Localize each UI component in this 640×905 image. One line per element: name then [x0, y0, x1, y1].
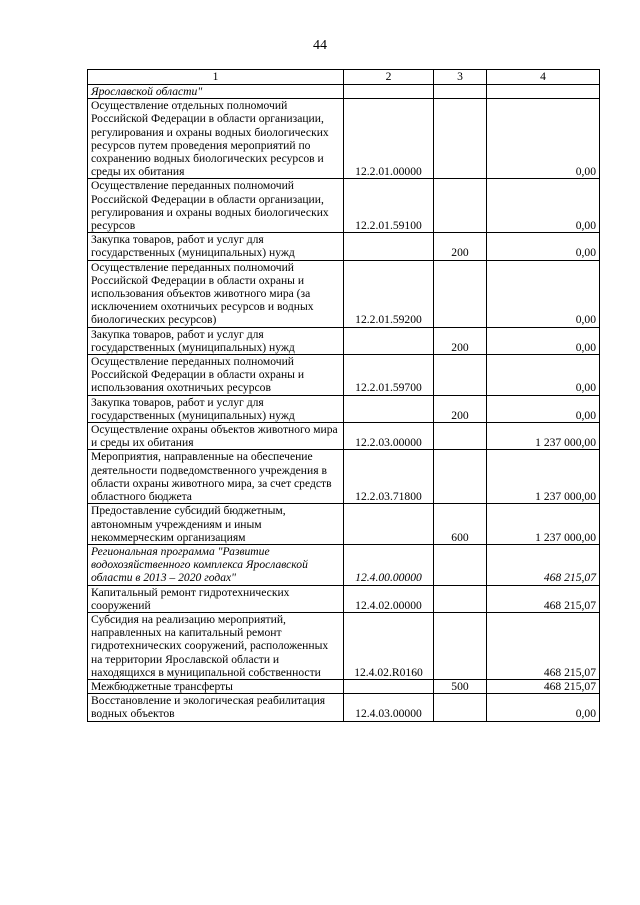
row-kvr-cell [434, 694, 487, 721]
row-sum-cell: 1 237 000,00 [487, 450, 600, 504]
row-name-cell: Межбюджетные трансферты [88, 679, 344, 693]
table-row [88, 179, 600, 233]
row-code-cell: 12.4.02.00000 [344, 585, 434, 612]
row-sum-cell: 1 237 000,00 [487, 423, 600, 450]
row-code-cell: 12.2.01.59700 [344, 355, 434, 396]
row-name-cell: Осуществление переданных полномочий Российской Федерации в области организации, регулирования и охраны водных биологических ресурсов [88, 179, 344, 233]
row-kvr-cell [434, 450, 487, 504]
row-kvr-cell: 200 [434, 395, 487, 422]
row-sum-cell [487, 85, 600, 99]
row-name-cell: Закупка товаров, работ и услуг для государственных (муниципальных) нужд [88, 327, 344, 354]
row-kvr-cell [434, 85, 487, 99]
row-sum-cell: 0,00 [487, 327, 600, 354]
row-name-cell: Капитальный ремонт гидротехнических сооружений [88, 585, 344, 612]
row-name-cell: Закупка товаров, работ и услуг для государственных (муниципальных) нужд [88, 233, 344, 260]
row-code-cell [344, 679, 434, 693]
header-cell-3: 3 [434, 70, 487, 85]
row-code-cell: 12.2.01.59200 [344, 260, 434, 327]
row-code-cell [344, 504, 434, 545]
row-sum-cell: 468 215,07 [487, 585, 600, 612]
table-row [88, 233, 600, 260]
row-kvr-cell [434, 355, 487, 396]
row-kvr-cell [434, 544, 487, 585]
row-code-cell: 12.2.03.71800 [344, 450, 434, 504]
row-kvr-cell: 200 [434, 233, 487, 260]
row-kvr-cell [434, 99, 487, 179]
row-kvr-cell [434, 585, 487, 612]
row-name-cell: Осуществление переданных полномочий Российской Федерации в области охраны и использования объектов животного мира (за исключением охотничьих ресурсов и водных биологических ресурсов) [88, 260, 344, 327]
table-row [88, 355, 600, 396]
row-kvr-cell [434, 423, 487, 450]
table-row [88, 423, 600, 450]
row-name-cell: Закупка товаров, работ и услуг для государственных (муниципальных) нужд [88, 395, 344, 422]
table-row [88, 679, 600, 693]
row-code-cell: 12.2.01.59100 [344, 179, 434, 233]
row-code-cell: 12.2.03.00000 [344, 423, 434, 450]
header-cell-1: 1 [88, 70, 344, 85]
row-kvr-cell [434, 260, 487, 327]
row-kvr-cell [434, 612, 487, 679]
row-code-cell: 12.4.03.00000 [344, 694, 434, 721]
row-name-cell: Осуществление охраны объектов животного мира и среды их обитания [88, 423, 344, 450]
row-name-cell: Осуществление отдельных полномочий Российской Федерации в области организации, регулирования и охраны водных биологических ресурсов путем проведения мероприятий по сохранению водных биологических ресурсов и среды их обитания [88, 99, 344, 179]
row-name-cell: Предоставление субсидий бюджетным, автономным учреждениям и иным некоммерческим организациям [88, 504, 344, 545]
header-cell-4: 4 [487, 70, 600, 85]
row-code-cell [344, 233, 434, 260]
row-sum-cell: 0,00 [487, 233, 600, 260]
row-name-cell: Субсидия на реализацию мероприятий, направленных на капитальный ремонт гидротехнических сооружений, расположенных на территории Ярославской области и находящихся в муниципальной собственности [88, 612, 344, 679]
row-kvr-cell: 200 [434, 327, 487, 354]
table-row [88, 260, 600, 327]
row-sum-cell: 1 237 000,00 [487, 504, 600, 545]
table-row [88, 544, 600, 585]
row-name-cell: Ярославской области" [88, 85, 344, 99]
row-code-cell: 12.4.02.R0160 [344, 612, 434, 679]
row-name-cell: Осуществление переданных полномочий Российской Федерации в области охраны и использования охотничьих ресурсов [88, 355, 344, 396]
row-code-cell: 12.2.01.00000 [344, 99, 434, 179]
table-row [88, 99, 600, 179]
row-sum-cell: 468 215,07 [487, 544, 600, 585]
budget-table [87, 69, 600, 722]
row-kvr-cell: 500 [434, 679, 487, 693]
row-sum-cell: 0,00 [487, 99, 600, 179]
row-code-cell [344, 395, 434, 422]
row-sum-cell: 0,00 [487, 395, 600, 422]
row-name-cell: Восстановление и экологическая реабилитация водных объектов [88, 694, 344, 721]
row-name-cell: Мероприятия, направленные на обеспечение деятельности подведомственного учреждения в области охраны животного мира, за счет средств областного бюджета [88, 450, 344, 504]
table-row [88, 612, 600, 679]
table-row [88, 85, 600, 99]
row-code-cell [344, 327, 434, 354]
page-number: 44 [313, 38, 327, 53]
table-row [88, 694, 600, 721]
row-kvr-cell [434, 179, 487, 233]
header-cell-2: 2 [344, 70, 434, 85]
row-sum-cell: 468 215,07 [487, 612, 600, 679]
row-code-cell: 12.4.00.00000 [344, 544, 434, 585]
row-sum-cell: 468 215,07 [487, 679, 600, 693]
header-row [88, 70, 600, 85]
table-row [88, 504, 600, 545]
table-row [88, 327, 600, 354]
table-row [88, 395, 600, 422]
row-sum-cell: 0,00 [487, 694, 600, 721]
row-sum-cell: 0,00 [487, 355, 600, 396]
row-sum-cell: 0,00 [487, 179, 600, 233]
table-row [88, 450, 600, 504]
row-code-cell [344, 85, 434, 99]
row-kvr-cell: 600 [434, 504, 487, 545]
row-name-cell: Региональная программа "Развитие водохозяйственного комплекса Ярославской области в 2013 – 2020 годах" [88, 544, 344, 585]
table-row [88, 585, 600, 612]
row-sum-cell: 0,00 [487, 260, 600, 327]
